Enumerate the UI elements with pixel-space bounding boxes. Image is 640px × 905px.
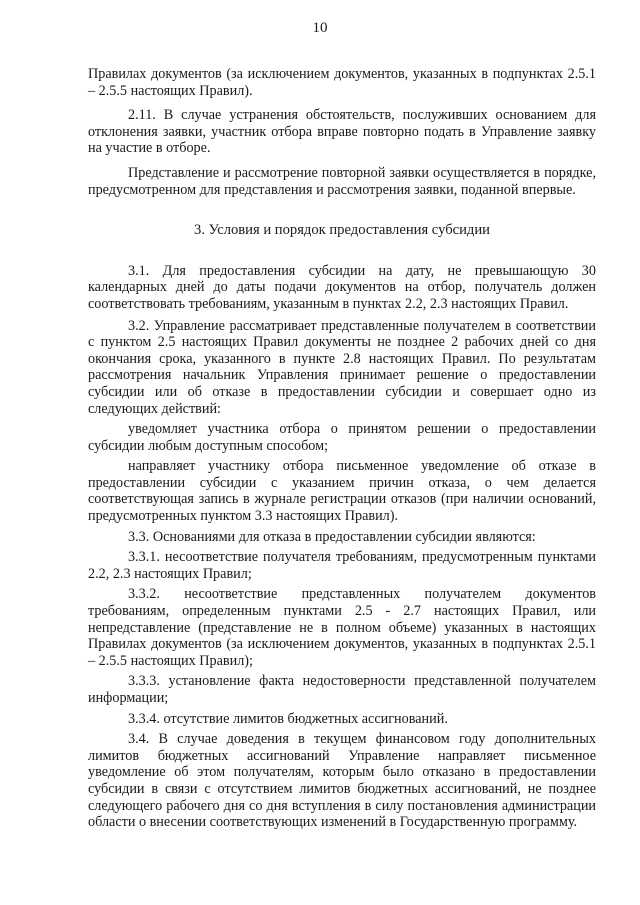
document-body (88, 66, 596, 831)
page-number: 10 (312, 20, 328, 36)
paragraph-3-4: 3.4. В случае доведения в текущем финансовом году дополнительных лимитов бюджетных ассигнований Управление направляет письменное уведомление об этом получателям, которым было отказано в предоставлении субсидии в связи с отсутствием лимитов бюджетных ассигнований, не позднее следующего рабочего дня со дня вступления в силу постановления администрации области о внесении соответствующих изменений в Государственную программу. (88, 731, 596, 831)
paragraph-3-3-2: 3.3.2. несоответствие представленных получателем документов требованиям, определенным пунктами 2.5 - 2.7 настоящих Правил, или непредставление (представление не в полном объеме) указанных в настоящих Правилах документов (за исключением документов, указанных в подпунктах 2.5.1 – 2.5.5 настоящих Правил); (88, 586, 596, 669)
paragraph-2-11: 2.11. В случае устранения обстоятельств, послуживших основанием для отклонения заявки, участник отбора вправе повторно подать в Управление заявку на участие в отборе. (88, 107, 596, 157)
paragraph-3-3-3: 3.3.3. установление факта недостоверности представленной получателем информации; (88, 673, 596, 706)
paragraph-3-3: 3.3. Основаниями для отказа в предоставлении субсидии являются: (128, 528, 536, 545)
paragraph-repeat-application: Представление и рассмотрение повторной заявки осуществляется в порядке, предусмотренном для представления и рассмотрения заявки, поданной впервые. (88, 164, 596, 198)
paragraph-3-3-1: 3.3.1. несоответствие получателя требованиям, предусмотренным пунктами 2.2, 2.3 настоящих Правил; (88, 549, 596, 582)
paragraph-3-2: 3.2. Управление рассматривает представленные получателем в соответствии с пунктом 2.5 настоящих Правил документы не позднее 2 рабочих дней со дня окончания срока, указанного в пункте 2.8 настоящих Правил. По результатам рассмотрения начальник Управления принимает решение о предоставлении субсидии или об отказе в предоставлении субсидии и совершает одно из следующих действий: (88, 317, 596, 417)
paragraph-notify-refuse: направляет участнику отбора письменное уведомление об отказе в предоставлении субсидии с указанием причин отказа, о чем делается соответствующая запись в журнале регистрации отказов (при наличии оснований, предусмотренных пунктом 3.3 настоящих Правил). (88, 458, 596, 525)
paragraph-3-3-4: 3.3.4. отсутствие лимитов бюджетных ассигнований. (128, 710, 448, 727)
paragraph-3-1: 3.1. Для предоставления субсидии на дату, не превышающую 30 календарных дней до даты подачи документов на отбор, получатель должен соответствовать требованиям, указанным в пунктах 2.2, 2.3 настоящих Правил. (88, 262, 596, 312)
paragraph-continuation: Правилах документов (за исключением документов, указанных в подпунктах 2.5.1 – 2.5.5 настоящих Правил). (88, 66, 596, 99)
section-title: 3. Условия и порядок предоставления субсидии (194, 222, 490, 239)
paragraph-notify-accept: уведомляет участника отбора о принятом решении о предоставлении субсидии любым доступным способом; (88, 421, 596, 454)
